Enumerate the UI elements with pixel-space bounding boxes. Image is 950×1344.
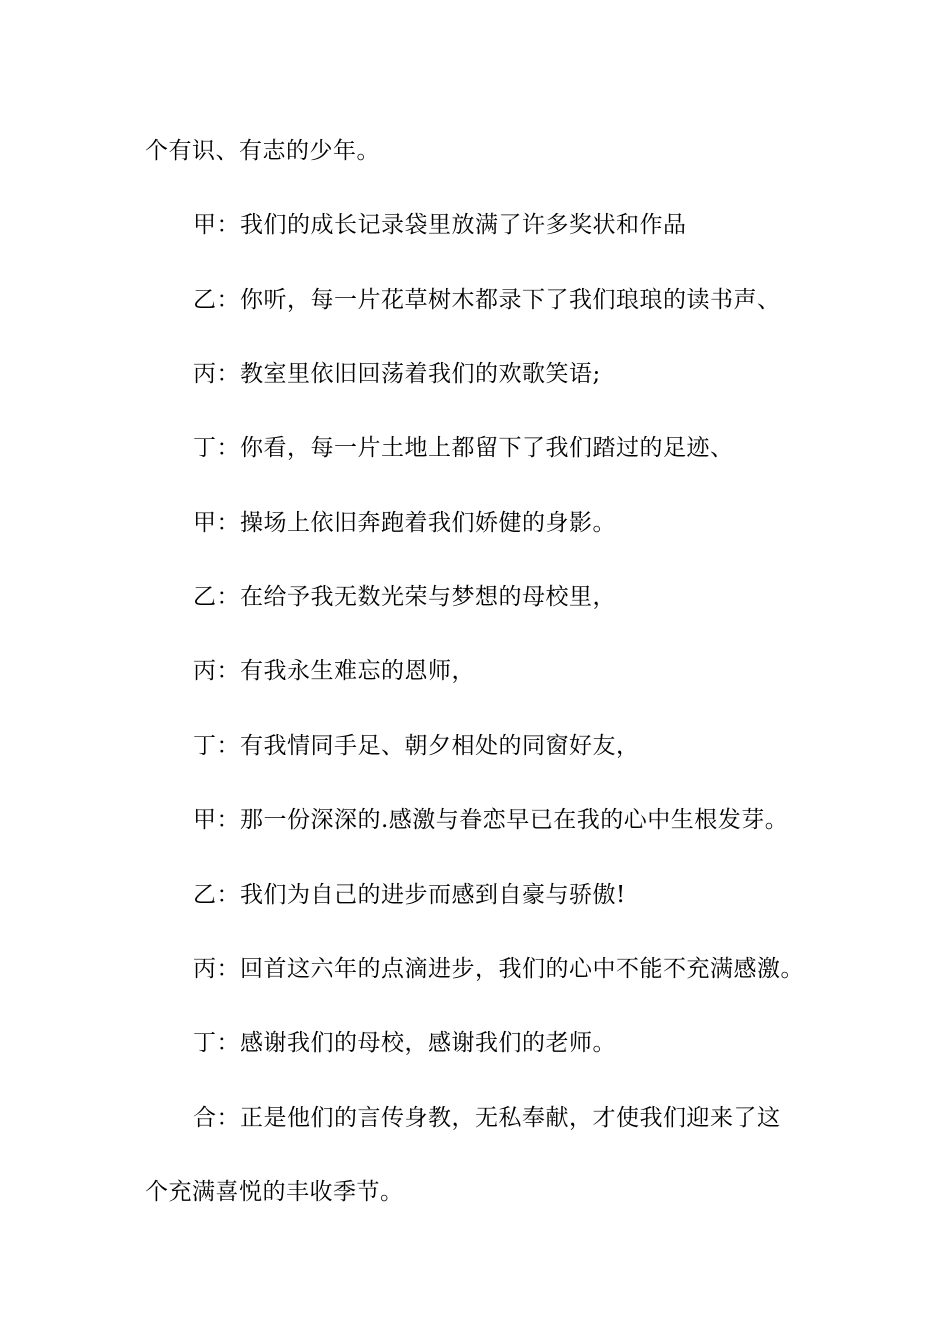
text-line: 乙：我们为自己的进步而感到自豪与骄傲! — [193, 882, 626, 908]
text-line: 甲：那一份深深的.感激与眷恋早已在我的心中生根发芽。 — [193, 807, 789, 833]
text-line: 个充满喜悦的丰收季节。 — [145, 1179, 404, 1205]
text-line: 甲：操场上依旧奔跑着我们娇健的身影。 — [193, 510, 616, 536]
text-line: 丁：你看，每一片土地上都留下了我们踏过的足迹、 — [193, 435, 734, 461]
text-line: 个有识、有志的少年。 — [145, 138, 380, 164]
text-line: 合：正是他们的言传身教，无私奉献，才使我们迎来了这 — [193, 1105, 781, 1131]
text-line: 丙：有我永生难忘的恩师， — [193, 658, 475, 684]
text-line: 丁：有我情同手足、朝夕相处的同窗好友， — [193, 733, 640, 759]
text-line: 丁：感谢我们的母校，感谢我们的老师。 — [193, 1030, 616, 1056]
text-line: 乙：你听，每一片花草树木都录下了我们琅琅的读书声、 — [193, 287, 781, 313]
text-line: 乙：在给予我无数光荣与梦想的母校里， — [193, 584, 616, 610]
text-line: 丙：回首这六年的点滴进步，我们的心中不能不充满感激。 — [193, 956, 804, 982]
text-line: 甲：我们的成长记录袋里放满了许多奖状和作品 — [193, 212, 687, 238]
text-line: 丙：教室里依旧回荡着我们的欢歌笑语; — [193, 361, 601, 387]
